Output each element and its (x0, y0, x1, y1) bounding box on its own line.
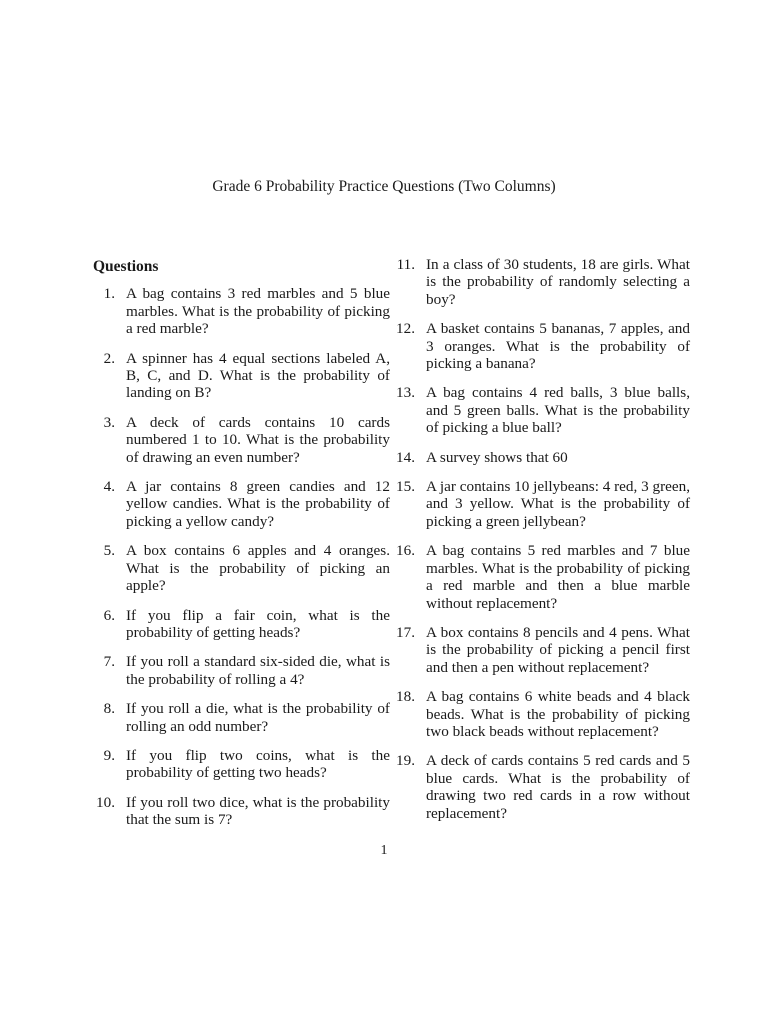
question-number: 3. (103, 413, 115, 431)
list-item (92, 700, 390, 735)
question-text: A box contains 8 pencils and 4 pens. What is the probability of picking a pencil first and then a pen without replacement? (426, 623, 690, 676)
question-text: A deck of cards contains 5 red cards and 5 blue cards. What is the probability of drawing two red cards in a row without replacement? (426, 752, 690, 822)
question-text: If you roll a die, what is the probability of rolling an odd number? (126, 700, 390, 735)
question-text: A bag contains 5 red marbles and 7 blue marbles. What is the probability of picking a red marble and then a blue marble without replacement? (426, 542, 690, 612)
list-item (92, 794, 390, 829)
left-column (92, 256, 390, 841)
question-text: A deck of cards contains 10 cards numbered 1 to 10. What is the probability of drawing an even number? (126, 413, 390, 466)
question-text: A jar contains 10 jellybeans: 4 red, 3 green, and 3 yellow. What is the probability of picking a green jellybean? (426, 478, 691, 530)
page-number: 1 (380, 843, 388, 858)
list-item (392, 542, 690, 612)
question-number: 17. (396, 623, 415, 641)
list-item (92, 478, 390, 530)
list-item (392, 478, 690, 530)
question-number: 4. (103, 478, 115, 496)
question-number: 14. (396, 448, 415, 466)
question-number: 2. (103, 349, 115, 367)
question-text: A jar contains 8 green candies and 12 yellow candies. What is the probability of picking a yellow candy? (126, 478, 390, 530)
question-text: If you roll two dice, what is the probability that the sum is 7? (126, 793, 390, 829)
question-number: 9. (103, 746, 115, 764)
question-text: A survey shows that 60 (426, 448, 568, 466)
question-text: If you flip two coins, what is the probability of getting two heads? (126, 746, 390, 782)
question-text: A spinner has 4 equal sections labeled A, B, C, and D. What is the probability of landing on B? (126, 349, 390, 402)
question-number: 8. (103, 700, 115, 718)
question-text: A box contains 6 apples and 4 oranges. What is the probability of picking an apple? (126, 542, 390, 595)
list-item (92, 414, 390, 466)
section-heading: Questions (93, 258, 159, 275)
list-item (392, 752, 690, 822)
list-item (392, 256, 690, 308)
question-number: 16. (396, 542, 415, 560)
question-text: If you flip a fair coin, what is the probability of getting heads? (126, 606, 390, 641)
list-item (392, 320, 690, 372)
question-list-left (92, 285, 390, 828)
question-number: 1. (103, 285, 115, 303)
question-number: 11. (396, 256, 415, 273)
question-number: 7. (103, 653, 115, 671)
list-item (92, 653, 390, 688)
page-title: Grade 6 Probability Practice Questions (Two Columns) (212, 178, 556, 195)
question-number: 12. (396, 320, 415, 338)
question-number: 18. (396, 688, 415, 706)
list-item (92, 542, 390, 594)
question-list-right (392, 256, 690, 822)
list-item (92, 285, 390, 337)
list-item (392, 688, 690, 740)
question-text: If you roll a standard six-sided die, what is the probability of rolling a 4? (126, 653, 390, 688)
list-item (92, 607, 390, 642)
right-column (392, 256, 690, 834)
list-item (392, 449, 690, 466)
question-text: In a class of 30 students, 18 are girls. What is the probability of randomly selecting a boy? (426, 256, 690, 308)
question-number: 10. (96, 793, 115, 811)
question-text: A bag contains 6 white beads and 4 black beads. What is the probability of picking two black beads without replacement? (426, 688, 690, 740)
question-number: 6. (103, 606, 115, 624)
list-item (392, 384, 690, 436)
question-number: 5. (103, 542, 115, 560)
list-item (92, 350, 390, 402)
question-text: A bag contains 4 red balls, 3 blue balls, and 5 green balls. What is the probability of picking a blue ball? (426, 384, 690, 437)
list-item (92, 747, 390, 782)
question-text: A bag contains 3 red marbles and 5 blue marbles. What is the probability of picking a red marble? (126, 285, 390, 338)
question-number: 19. (396, 752, 415, 770)
question-text: A basket contains 5 bananas, 7 apples, and 3 oranges. What is the probability of picking a banana? (426, 320, 690, 373)
question-number: 15. (396, 478, 415, 496)
question-number: 13. (396, 384, 415, 402)
list-item (392, 624, 690, 676)
